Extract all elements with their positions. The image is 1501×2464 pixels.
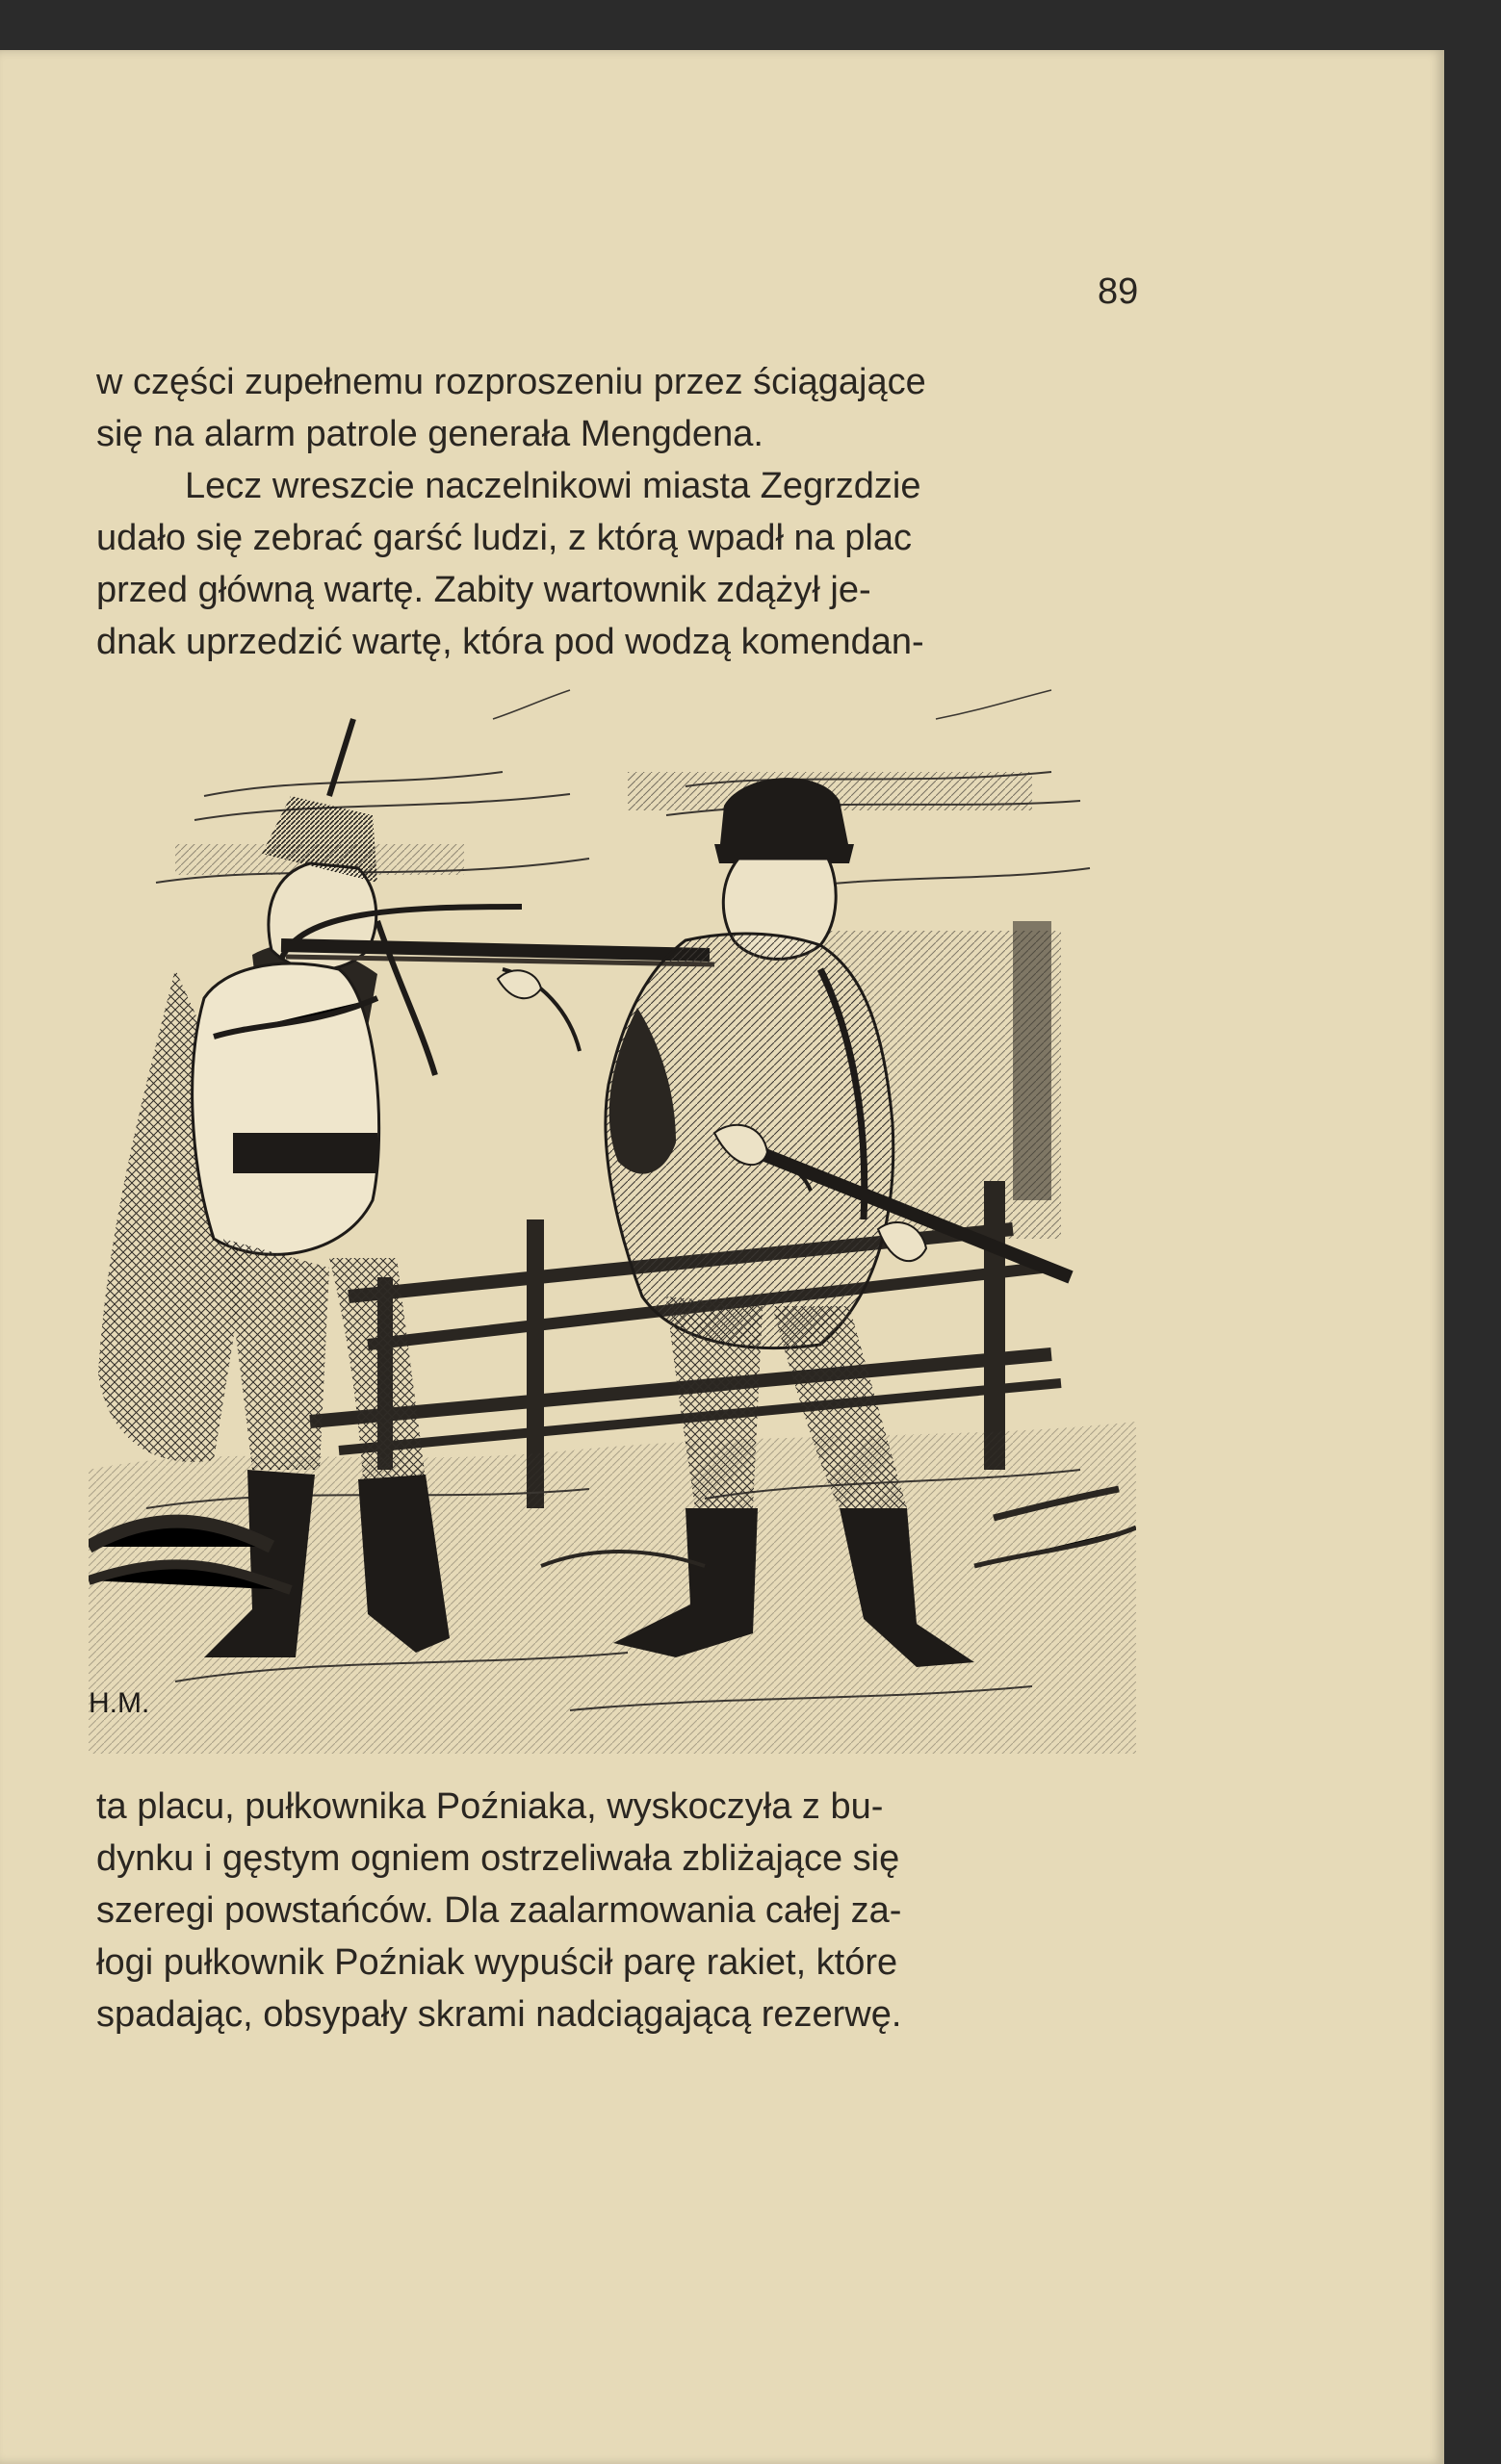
text-line: w części zupełnemu rozproszeniu przez ściągające: [96, 362, 926, 402]
text-line: się na alarm patrole generała Mengdena.: [96, 414, 763, 454]
text-line: Lecz wreszcie naczelnikowi miasta Zegrzdzie: [185, 466, 921, 506]
illustration-signature: H.M.: [89, 1687, 150, 1719]
engraving-illustration: [89, 680, 1136, 1754]
illustration-svg: [89, 680, 1136, 1754]
text-line: łogi pułkownik Poźniak wypuścił parę rakiet, które: [96, 1942, 898, 1983]
text-line: spadając, obsypały skrami nadciągającą rezerwę.: [96, 1994, 902, 2035]
paragraph-top: [96, 356, 1144, 668]
paragraph-bottom: [96, 1781, 1144, 2040]
text-line: szeregi powstańców. Dla zaalarmowania całej za-: [96, 1890, 902, 1931]
text-line: dynku i gęstym ogniem ostrzeliwała zbliżające się: [96, 1838, 900, 1879]
book-page: [0, 50, 1444, 2464]
page-number: 89: [1098, 271, 1139, 312]
text-line: dnak uprzedzić wartę, która pod wodzą komendan-: [96, 622, 924, 662]
text-line: ta placu, pułkownika Poźniaka, wyskoczyła z bu-: [96, 1786, 884, 1827]
text-line: przed główną wartę. Zabity wartownik zdążył je-: [96, 570, 871, 610]
text-line: udało się zebrać garść ludzi, z którą wpadł na plac: [96, 518, 913, 558]
